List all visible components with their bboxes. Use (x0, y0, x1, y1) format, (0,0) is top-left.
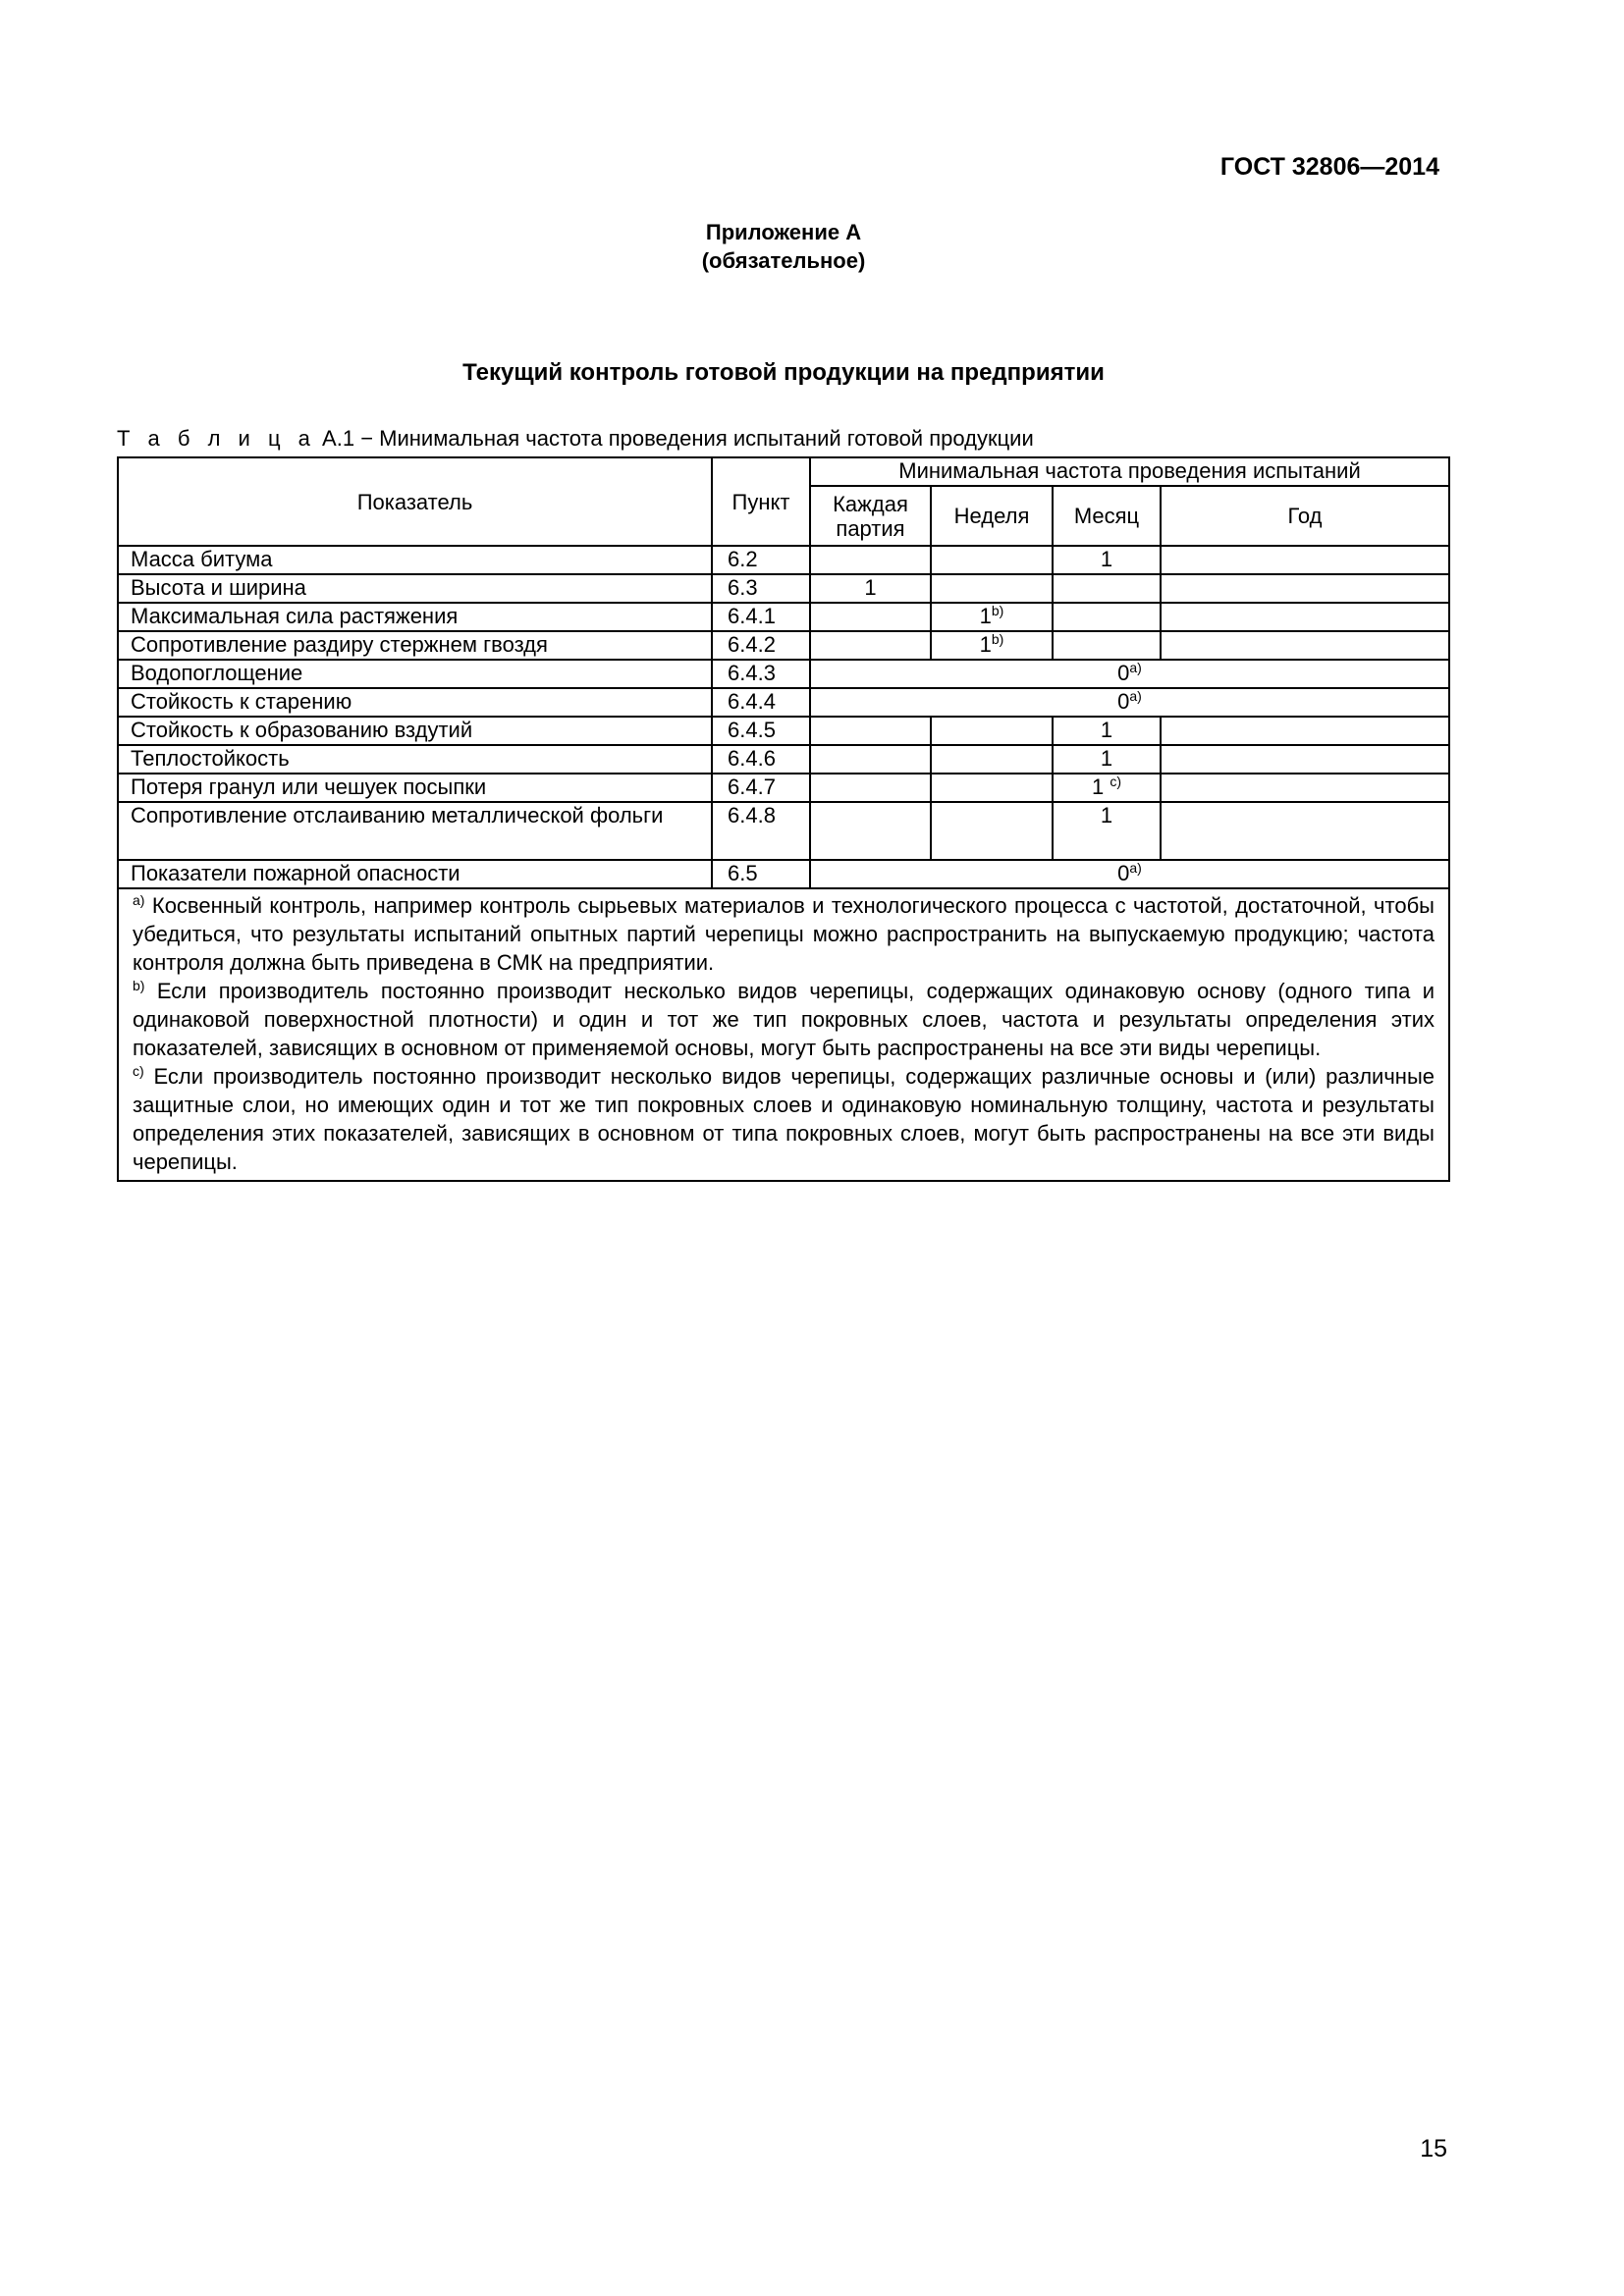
table-row (118, 688, 1449, 717)
row-year (1161, 631, 1449, 660)
row-merged-value: 0 (1117, 689, 1130, 714)
footnote-ref: a) (1129, 660, 1142, 675)
row-indicator: Максимальная сила растяжения (118, 603, 712, 631)
row-week (931, 574, 1053, 603)
header-clause: Пункт (712, 457, 810, 546)
table-row (118, 860, 1449, 888)
row-month (1053, 631, 1161, 660)
row-indicator: Высота и ширина (118, 574, 712, 603)
header-frequency: Минимальная частота проведения испытаний (810, 457, 1449, 486)
footnote-ref: b) (991, 603, 1004, 618)
row-indicator: Показатели пожарной опасности (118, 860, 712, 888)
row-clause: 6.4.2 (712, 631, 810, 660)
footnote-ref: a) (1129, 688, 1142, 704)
footnote-mark: b) (133, 978, 145, 993)
row-batch (810, 631, 931, 660)
row-clause: 6.4.8 (712, 802, 810, 860)
row-clause: 6.4.5 (712, 717, 810, 745)
footnote (133, 977, 1435, 1062)
row-week (931, 774, 1053, 802)
row-indicator: Потеря гранул или чешуек посыпки (118, 774, 712, 802)
row-merged-frequency (810, 860, 1449, 888)
row-clause: 6.2 (712, 546, 810, 574)
row-year (1161, 802, 1449, 860)
row-month: 1 (1053, 717, 1161, 745)
header-week: Неделя (931, 486, 1053, 546)
row-month: 1 (1053, 745, 1161, 774)
header-each-batch: Каждая партия (810, 486, 931, 546)
footnote (133, 891, 1435, 977)
row-indicator: Масса битума (118, 546, 712, 574)
row-batch (810, 745, 931, 774)
table-row (118, 745, 1449, 774)
row-month (1053, 774, 1161, 802)
footnote-ref: c) (1110, 774, 1122, 789)
footnote-text: Если производитель постоянно производит несколько видов черепицы, содержащих различные основы и (или) различные защитные слои, но имеющих один и тот же тип покровных слоев и одинаковую номинальную толщину, частота и результаты определения этих показателей, зависящих в основном от типа покровных слоев, могут быть распространены на все эти виды черепицы. (133, 1064, 1435, 1174)
row-month (1053, 574, 1161, 603)
row-clause: 6.4.3 (712, 660, 810, 688)
appendix-title: Приложение А (705, 220, 862, 244)
caption-number: А.1 (322, 426, 355, 451)
row-clause: 6.4.4 (712, 688, 810, 717)
row-month (1053, 603, 1161, 631)
row-merged-value: 0 (1117, 861, 1130, 885)
row-week (931, 717, 1053, 745)
caption-label: Т а б л и ц а (117, 426, 316, 451)
row-merged-frequency (810, 660, 1449, 688)
row-clause: 6.3 (712, 574, 810, 603)
row-week (931, 546, 1053, 574)
row-week-value: 1 (979, 632, 992, 657)
table-row (118, 717, 1449, 745)
row-merged-value: 0 (1117, 661, 1130, 685)
row-week (931, 631, 1053, 660)
row-week (931, 745, 1053, 774)
row-batch (810, 802, 931, 860)
row-week (931, 802, 1053, 860)
footnote-mark: a) (133, 892, 145, 908)
appendix-heading (0, 218, 1567, 275)
row-clause: 6.4.1 (712, 603, 810, 631)
row-indicator: Теплостойкость (118, 745, 712, 774)
row-indicator: Стойкость к образованию вздутий (118, 717, 712, 745)
table-notes (118, 888, 1449, 1181)
row-year (1161, 745, 1449, 774)
row-year (1161, 546, 1449, 574)
page-number: 15 (1420, 2135, 1447, 2163)
table-caption (117, 426, 1034, 452)
row-batch (810, 546, 931, 574)
row-clause: 6.4.7 (712, 774, 810, 802)
caption-dash: − (354, 426, 380, 451)
table-row (118, 660, 1449, 688)
row-indicator: Сопротивление раздиру стержнем гвоздя (118, 631, 712, 660)
row-batch (810, 603, 931, 631)
table-notes-row (118, 888, 1449, 1181)
row-indicator: Сопротивление отслаиванию металлической фольги (118, 802, 712, 860)
table-row (118, 603, 1449, 631)
row-indicator: Стойкость к старению (118, 688, 712, 717)
standard-number: ГОСТ 32806—2014 (1219, 153, 1439, 181)
row-batch: 1 (810, 574, 931, 603)
table-row (118, 802, 1449, 860)
footnote-mark: c) (133, 1063, 144, 1079)
appendix-status: (обязательное) (701, 248, 866, 273)
table-row (118, 631, 1449, 660)
row-week (931, 603, 1053, 631)
row-batch (810, 774, 931, 802)
footnote-text: Если производитель постоянно производит несколько видов черепицы, содержащих одинаковую основу (одного типа и одинаковой поверхностной плотности) и один и тот же тип покровных слоев, частота и результаты определения этих показателей, зависящих в основном от применяемой основы, могут быть распространены на все эти виды черепицы. (133, 979, 1435, 1060)
header-year: Год (1161, 486, 1449, 546)
caption-text: Минимальная частота проведения испытаний готовой продукции (379, 426, 1034, 451)
header-indicator: Показатель (118, 457, 712, 546)
row-clause: 6.4.6 (712, 745, 810, 774)
row-clause: 6.5 (712, 860, 810, 888)
row-year (1161, 774, 1449, 802)
footnote-text: Косвенный контроль, например контроль сырьевых материалов и технологического процесса с частотой, достаточной, чтобы убедиться, что результаты испытаний опытных партий черепицы можно распространить на выпускаемую продукцию; частота контроля должна быть приведена в СМК на предприятии. (133, 893, 1435, 975)
row-week-value: 1 (979, 604, 992, 628)
footnote (133, 1062, 1435, 1176)
table-row (118, 574, 1449, 603)
table-row (118, 774, 1449, 802)
row-year (1161, 574, 1449, 603)
row-month: 1 (1053, 802, 1161, 860)
row-year (1161, 717, 1449, 745)
footnote-ref: a) (1129, 860, 1142, 876)
row-month-value: 1 (1091, 774, 1105, 799)
header-month: Месяц (1053, 486, 1161, 546)
section-title: Текущий контроль готовой продукции на предприятии (462, 359, 1105, 386)
row-indicator: Водопоглощение (118, 660, 712, 688)
table-row (118, 546, 1449, 574)
footnote-ref: b) (991, 631, 1004, 647)
row-year (1161, 603, 1449, 631)
row-month: 1 (1053, 546, 1161, 574)
frequency-table (117, 456, 1450, 1182)
row-batch (810, 717, 931, 745)
row-merged-frequency (810, 688, 1449, 717)
